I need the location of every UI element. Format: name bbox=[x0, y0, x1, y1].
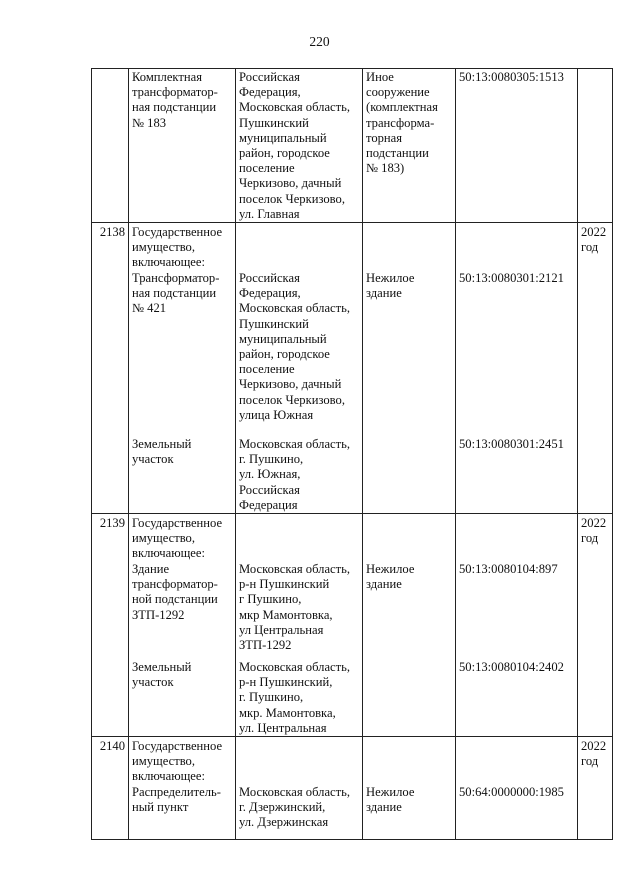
transfer-year bbox=[578, 69, 613, 223]
entry-number bbox=[92, 785, 129, 840]
cadastral-number bbox=[456, 737, 578, 786]
object-address: Московская область, г. Пушкино, ул. Южная, Российская Федерация bbox=[236, 437, 363, 514]
table-row bbox=[92, 223, 613, 272]
object-name: Государственное имущество, включающее: bbox=[129, 223, 236, 272]
transfer-year bbox=[578, 562, 613, 660]
cadastral-number: 50:13:0080301:2121 bbox=[456, 271, 578, 437]
object-name: Комплектная трансформатор- ная подстанции № 183 bbox=[129, 69, 236, 223]
cadastral-number: 50:13:0080301:2451 bbox=[456, 437, 578, 514]
property-registry-table bbox=[91, 68, 613, 840]
object-address: Московская область, г. Дзержинский, ул. Дзержинская bbox=[236, 785, 363, 840]
transfer-year bbox=[578, 785, 613, 840]
object-type: Нежилое здание bbox=[363, 271, 456, 437]
object-address: Российская Федерация, Московская область, Пушкинский муниципальный район, городское поселение Черкизово, дачный поселок Черкизово, ул. Главная bbox=[236, 69, 363, 223]
transfer-year bbox=[578, 660, 613, 737]
page-number: 220 bbox=[309, 34, 330, 49]
object-address bbox=[236, 514, 363, 563]
object-address bbox=[236, 223, 363, 272]
table-row bbox=[92, 785, 613, 840]
object-address: Российская Федерация, Московская область, Пушкинский муниципальный район, городское поселение Черкизово, дачный поселок Черкизово, улица Южная bbox=[236, 271, 363, 437]
object-address: Московская область, р-н Пушкинский г Пушкино, мкр Мамонтовка, ул Центральная ЗТП-1292 bbox=[236, 562, 363, 660]
object-type: Нежилое здание bbox=[363, 785, 456, 840]
object-name: Здание трансформатор- ной подстанции ЗТП-1292 bbox=[129, 562, 236, 660]
transfer-year bbox=[578, 271, 613, 437]
cadastral-number: 50:13:0080104:897 bbox=[456, 562, 578, 660]
table-row bbox=[92, 562, 613, 660]
transfer-year bbox=[578, 437, 613, 514]
entry-number bbox=[92, 271, 129, 437]
table-row bbox=[92, 660, 613, 737]
object-name: Трансформатор- ная подстанции № 421 bbox=[129, 271, 236, 437]
object-type bbox=[363, 223, 456, 272]
cadastral-number bbox=[456, 514, 578, 563]
object-name: Распределитель- ный пункт bbox=[129, 785, 236, 840]
transfer-year: 2022 год bbox=[578, 223, 613, 272]
entry-number: 2140 bbox=[92, 737, 129, 786]
entry-number bbox=[92, 660, 129, 737]
table-row bbox=[92, 737, 613, 786]
entry-number bbox=[92, 437, 129, 514]
object-name: Государственное имущество, включающее: bbox=[129, 514, 236, 563]
entry-number: 2139 bbox=[92, 514, 129, 563]
object-name: Земельный участок bbox=[129, 660, 236, 737]
entry-number bbox=[92, 562, 129, 660]
table-row bbox=[92, 437, 613, 514]
cadastral-number: 50:13:0080305:1513 bbox=[456, 69, 578, 223]
object-name: Государственное имущество, включающее: bbox=[129, 737, 236, 786]
object-name: Земельный участок bbox=[129, 437, 236, 514]
object-type: Иное сооружение (комплектная трансформа- торная подстанции № 183) bbox=[363, 69, 456, 223]
object-type bbox=[363, 737, 456, 786]
entry-number bbox=[92, 69, 129, 223]
object-type bbox=[363, 437, 456, 514]
object-type bbox=[363, 514, 456, 563]
transfer-year: 2022 год bbox=[578, 514, 613, 563]
table-row bbox=[92, 514, 613, 563]
table-row bbox=[92, 271, 613, 437]
cadastral-number: 50:13:0080104:2402 bbox=[456, 660, 578, 737]
table-row bbox=[92, 69, 613, 223]
transfer-year: 2022 год bbox=[578, 737, 613, 786]
cadastral-number bbox=[456, 223, 578, 272]
entry-number: 2138 bbox=[92, 223, 129, 272]
object-type: Нежилое здание bbox=[363, 562, 456, 660]
object-type bbox=[363, 660, 456, 737]
object-address: Московская область, р-н Пушкинский, г. Пушкино, мкр. Мамонтовка, ул. Центральная bbox=[236, 660, 363, 737]
cadastral-number: 50:64:0000000:1985 bbox=[456, 785, 578, 840]
object-address bbox=[236, 737, 363, 786]
